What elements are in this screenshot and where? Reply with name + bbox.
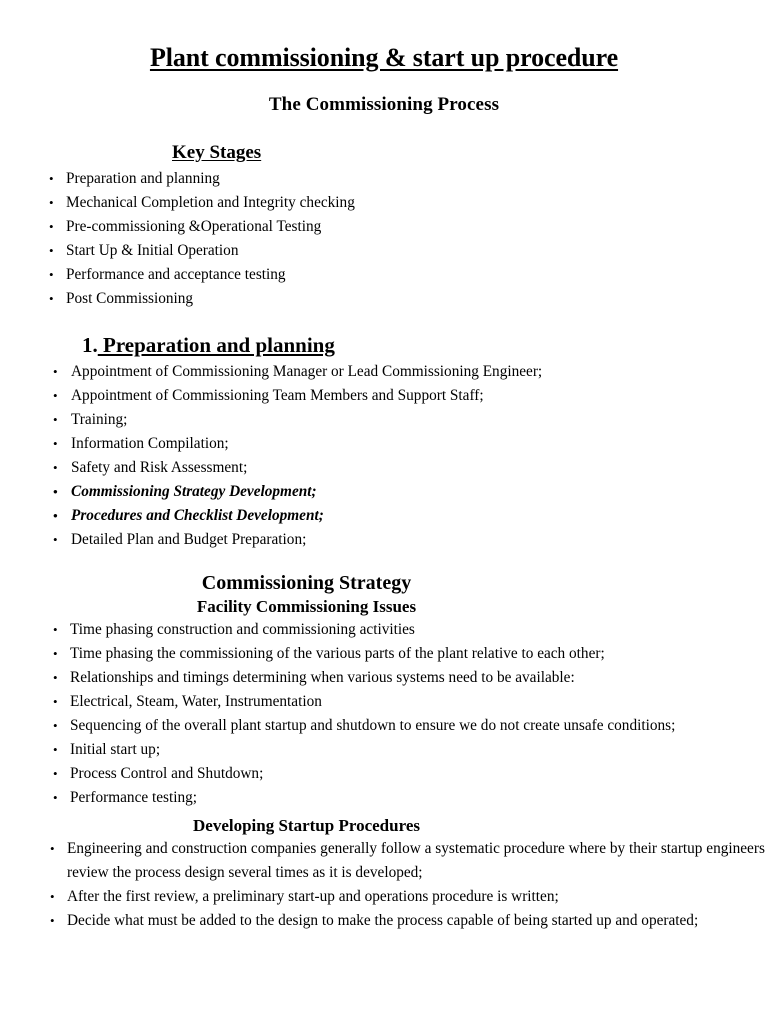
list-item: • Relationships and timings determining when various systems need to be available:: [53, 666, 768, 690]
list-item: • Appointment of Commissioning Manager or Lead Commissioning Engineer;: [53, 360, 768, 384]
list-item: • Initial start up;: [53, 738, 768, 762]
list-item: • Process Control and Shutdown;: [53, 762, 768, 786]
list-item: • Performance testing;: [53, 786, 768, 810]
list-item: • Training;: [53, 408, 768, 432]
preparation-list: [0, 360, 768, 552]
developing-startup-list: [0, 837, 768, 933]
list-item: • Detailed Plan and Budget Preparation;: [53, 528, 768, 552]
section-number: 1.: [82, 333, 98, 358]
preparation-heading-text: Preparation and planning: [97, 333, 335, 358]
section-heading-preparation: [0, 311, 768, 358]
list-item: • Post Commissioning: [49, 287, 768, 311]
list-item: • Pre-commissioning &Operational Testing: [49, 215, 768, 239]
key-stages-heading-text: Key Stages: [172, 142, 262, 164]
section-heading-key-stages: [0, 116, 768, 164]
list-item: • Time phasing construction and commissioning activities: [53, 618, 768, 642]
list-item: • Information Compilation;: [53, 432, 768, 456]
document-subtitle: The Commissioning Process: [268, 94, 500, 116]
list-item: • Decide what must be added to the design to make the process capable of being started up and operated;: [50, 909, 768, 933]
page-title: [0, 0, 768, 72]
list-item: • Preparation and planning: [49, 167, 768, 191]
list-item: • Electrical, Steam, Water, Instrumentation: [53, 690, 768, 714]
subsection-heading-facility-issues: Facility Commissioning Issues: [196, 597, 417, 617]
list-item: • Sequencing of the overall plant startup and shutdown to ensure we do not create unsafe conditions;: [53, 714, 768, 738]
page-title-text: Plant commissioning & start up procedure: [149, 43, 619, 72]
list-item: • After the first review, a preliminary start-up and operations procedure is written;: [50, 885, 768, 909]
list-item: • Safety and Risk Assessment;: [53, 456, 768, 480]
list-item: • Start Up & Initial Operation: [49, 239, 768, 263]
list-item: • Engineering and construction companies generally follow a systematic procedure where by their startup engineers review the process design several times as it is developed;: [50, 837, 768, 885]
commissioning-strategy-list: [0, 618, 768, 810]
section-heading-commissioning-strategy: Commissioning Strategy: [201, 572, 412, 595]
subsection-heading-developing-startup: Developing Startup Procedures: [193, 816, 420, 836]
key-stages-list: [0, 167, 768, 311]
list-item: • Mechanical Completion and Integrity checking: [49, 191, 768, 215]
list-item: • Commissioning Strategy Development;: [53, 480, 768, 504]
list-item: • Procedures and Checklist Development;: [53, 504, 768, 528]
list-item: • Performance and acceptance testing: [49, 263, 768, 287]
list-item: • Time phasing the commissioning of the various parts of the plant relative to each other;: [53, 642, 768, 666]
list-item: • Appointment of Commissioning Team Members and Support Staff;: [53, 384, 768, 408]
